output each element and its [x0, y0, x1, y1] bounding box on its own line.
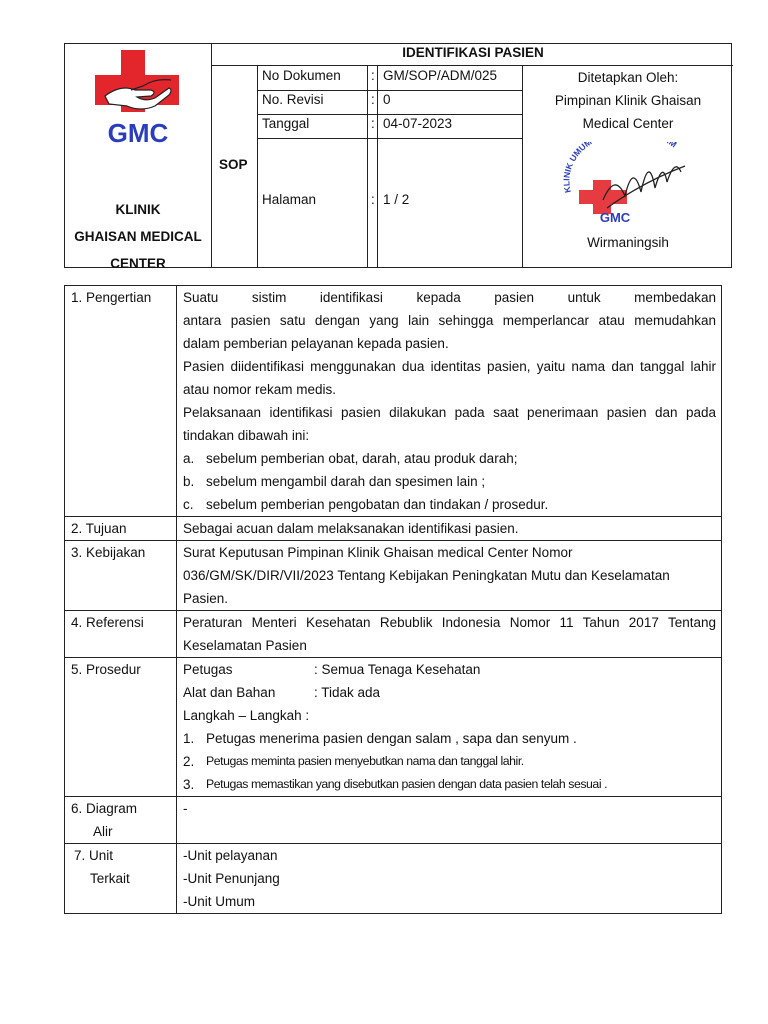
sop-label: SOP [219, 157, 248, 172]
document-title: IDENTIFIKASI PASIEN [402, 45, 544, 60]
label-tujuan: 2. Tujuan [65, 517, 177, 541]
meta-value-no-revisi: 0 [383, 92, 391, 107]
row-kebijakan [65, 541, 722, 611]
list-item: 2. Petugas meminta pasien menyebutkan nama dan tanggal lahir. [183, 754, 524, 769]
list-item: -Unit Umum [183, 894, 256, 909]
label-diagram: 6. Diagram Alir [65, 797, 177, 844]
list-item: 1. Petugas menerima pasien dengan salam , sapa dan senyum . [183, 731, 577, 746]
content-tujuan: Sebagai acuan dalam melaksanakan identifikasi pasien. [177, 517, 722, 541]
clinic-stamp-signature [563, 142, 695, 228]
meta-label-halaman: Halaman [262, 192, 317, 207]
approval-block: Ditetapkan Oleh: Pimpinan Klinik Ghaisan Medical Center [554, 70, 702, 131]
row-prosedur [65, 658, 722, 797]
meta-value-halaman: 1 / 2 [383, 192, 410, 207]
meta-value-tanggal: 04-07-2023 [383, 116, 453, 131]
logo-text: GMC [107, 118, 169, 148]
content-referensi: Peraturan Menteri Kesehatan Rebublik Indonesia Nomor 11 Tahun 2017 Tentang Keselamatan Pasien [177, 611, 722, 658]
row-tujuan [65, 517, 722, 541]
clinic-name: KLINIK GHAISAN MEDICAL CENTER [74, 202, 202, 271]
meta-label-tanggal: Tanggal [262, 116, 310, 131]
row-unit [65, 844, 722, 914]
list-item: -Unit pelayanan [183, 848, 278, 863]
list-item: b. sebelum mengambil darah dan spesimen lain ; [183, 474, 486, 489]
meta-sep: : [371, 192, 375, 207]
content-diagram: - [177, 797, 722, 844]
content-pengertian: Suatu sistim identifikasi kepada pasien untuk membedakan antara pasien satu dengan yang lain sehingga memperlancar atau memudahkan dalam pemberian pelayanan kepada pasien. Pasien diidentifikasi menggunakan dua identitas pasien, yaitu nama dan tanggal lahir atau nomor rekam medis. Pelaksanaan identifikasi pasien dilakukan pada saat penerimaan pasien dan pada tindakan dibawah ini: a. sebelum pemberian obat, darah, atau produk darah; b. sebelum mengambil darah dan spesimen lain ; c. sebelum pemberian pengobatan dan tindakan / prosedur. [177, 286, 722, 517]
row-diagram [65, 797, 722, 844]
label-unit: 7. Unit Terkait [65, 844, 177, 914]
list-item: -Unit Penunjang [183, 871, 280, 886]
svg-text:KLINIK UMUM & BERSALIN 24 JAM: IK UMUM M [563, 142, 679, 173]
label-referensi: 4. Referensi [65, 611, 177, 658]
label-prosedur: 5. Prosedur [65, 658, 177, 797]
label-pengertian: 1. Pengertian [65, 286, 177, 517]
clinic-logo [91, 50, 185, 152]
sop-content-table [64, 285, 722, 914]
content-kebijakan: Surat Keputusan Pimpinan Klinik Ghaisan medical Center Nomor 036/GM/SK/DIR/VII/2023 Tentang Kebijakan Peningkatan Mutu dan Keselamatan Pasien. [177, 541, 722, 611]
meta-label-no-dokumen: No Dokumen [262, 68, 341, 83]
meta-sep: : [371, 92, 375, 107]
list-item: c. sebelum pemberian pengobatan dan tindakan / prosedur. [183, 497, 549, 512]
meta-value-no-dokumen: GM/SOP/ADM/025 [383, 68, 498, 83]
svg-text:GMC: GMC [599, 210, 631, 225]
content-unit [177, 844, 722, 914]
meta-sep: : [371, 68, 375, 83]
content-prosedur: Petugas : Semua Tenaga Kesehatan Alat dan Bahan : Tidak ada Langkah – Langkah : 1. Petugas menerima pasien dengan salam , sapa dan senyum . 2. Petugas meminta pasien menyebutkan nama dan tanggal lahir. 3. Petugas memastikan yang disebutkan pasien dengan data pasien telah sesuai . [177, 658, 722, 797]
row-pengertian [65, 286, 722, 517]
meta-label-no-revisi: No. Revisi [262, 92, 324, 107]
document-header [64, 43, 732, 271]
signer-name: Wirmaningsih [587, 235, 669, 250]
meta-sep: : [371, 116, 375, 131]
list-item: a. sebelum pemberian obat, darah, atau produk darah; [183, 451, 518, 466]
list-item: 3. Petugas memastikan yang disebutkan pasien dengan data pasien telah sesuai . [183, 777, 608, 792]
label-kebijakan: 3. Kebijakan [65, 541, 177, 611]
row-referensi [65, 611, 722, 658]
